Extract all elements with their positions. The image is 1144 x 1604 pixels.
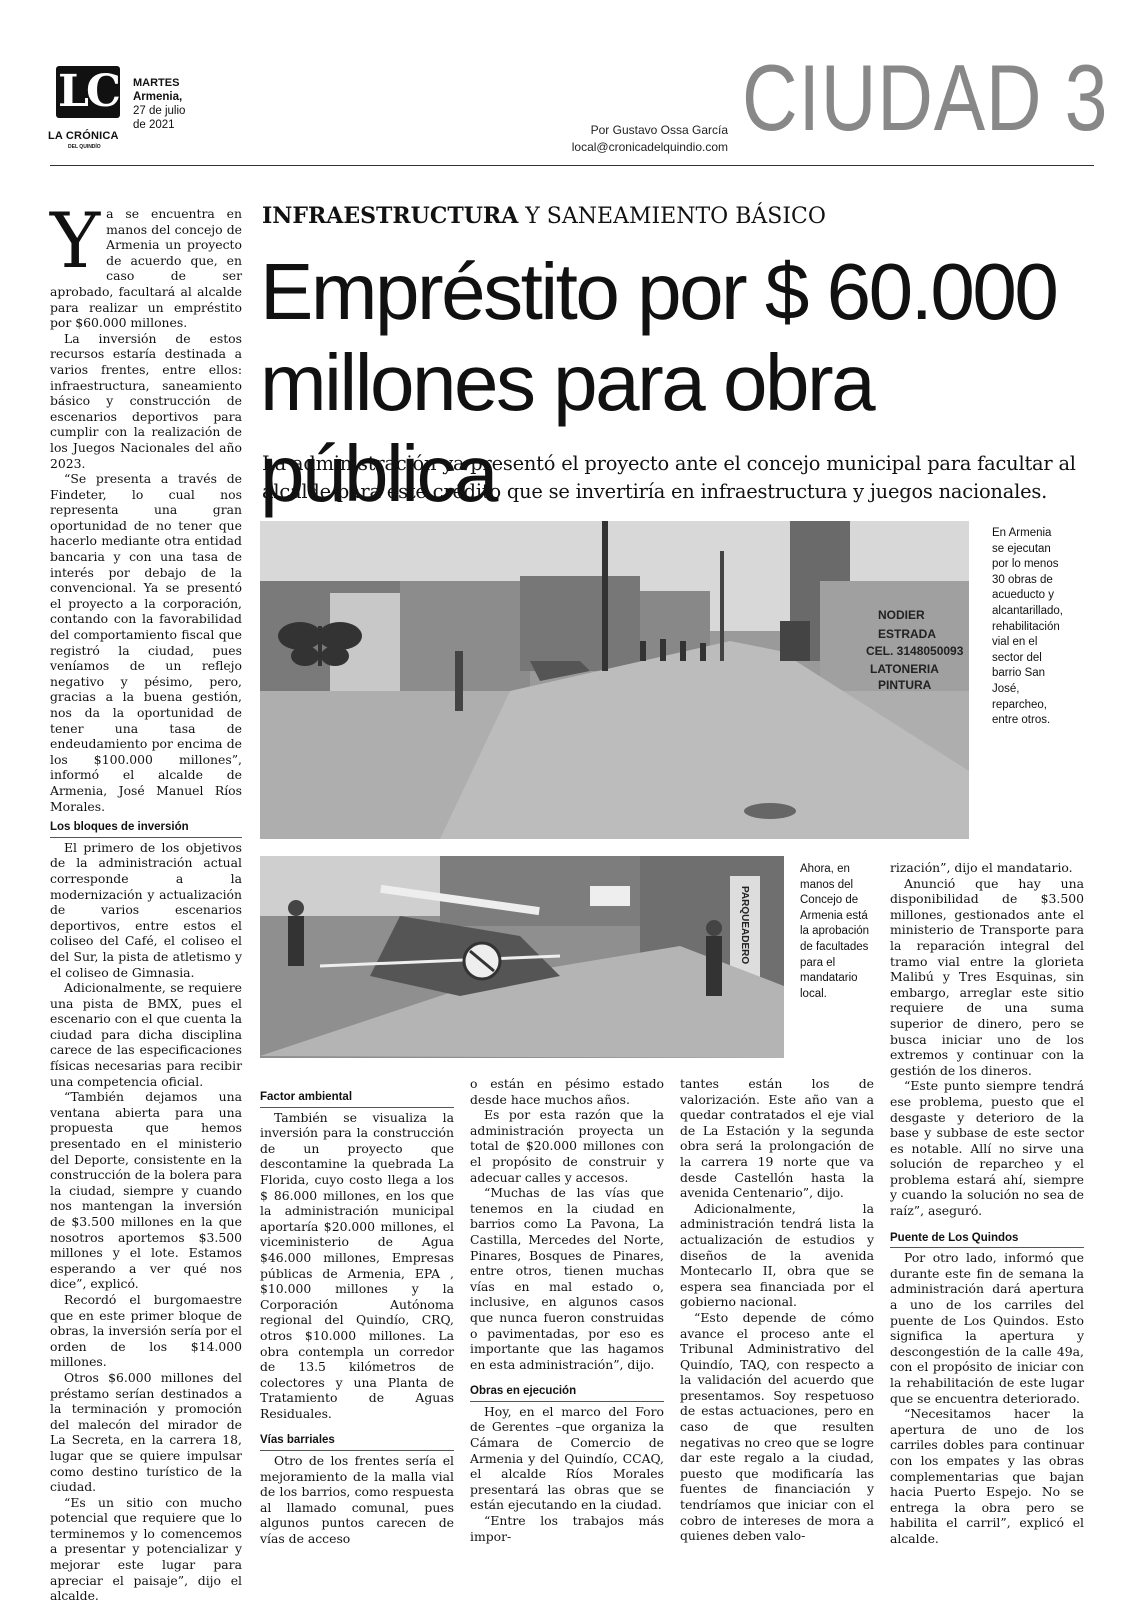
sign1-line5: PINTURA	[878, 678, 932, 692]
city: Armenia,	[133, 91, 183, 103]
masthead-divider	[50, 165, 1094, 166]
col4-para1: tantes están los de valorización. Este año van a quedar contratados el eje vial de La Estación y la segunda obra será la prolongación de la carrera 19 norte que va desde Castellón hasta la avenida Centenario”, dijo.	[680, 1076, 874, 1201]
photo-street-illustration	[260, 521, 969, 839]
sign2-text: PARQUEADERO	[739, 886, 750, 965]
col5-para5: “Necesitamos hacer la apertura de uno de los carriles dobles para continuar con los empates y las obras complementarias que bajan hacia Puerto Espejo. No se entrega la obra pero se habilita el carril”, explicó el alcalde.	[890, 1406, 1084, 1546]
author-name: Por Gustavo Ossa García	[590, 123, 728, 137]
logo-name: LA CRÓNICA	[48, 130, 119, 142]
col1-para5: Adicionalmente, se requiere una pista de BMX, pues el escenario con el que cuenta la ciudad para dicha disciplina carece de las especificaciones físicas necesarias para recibir una competencia oficial.	[50, 980, 242, 1089]
column-5	[890, 860, 1084, 1547]
col1-para7: Recordó el burgomaestre que en este primer bloque de obras, la inversión sería por el orden de los $14.000 millones.	[50, 1291, 242, 1370]
newspaper-logo: LC	[56, 66, 120, 118]
col1-para4: El primero de los objetivos de la administración actual corresponde a la modernización y actualización de varios escenarios deportivos, entre estos el coliseo del Café, el coliseo el del Sur, la pista de atletismo y el coliseo de Gimnasia.	[50, 839, 242, 980]
col1-para3: “Se presenta a través de Findeter, lo cual nos representa una gran oportunidad de no tener que hacerlo mediante otra entidad bancaria y con una tasa de interés por debajo de la convencional. Ya se presentó el proyecto a la corporación, contando con la favorabilidad del comportamiento fiscal que registró la ciudad, pues veníamos de un reflejo negativo y pésimo, pero, gracias a la buena gestión, nos da la oportunidad de tener una tasa de endeudamiento por encima de los $100.000 millones”, informó el alcalde de Armenia, José Manuel Ríos Morales.	[50, 471, 242, 814]
deck: La administración ya presentó el proyecto ante el concejo municipal para facultar al alcalde para este crédito que se invertiría en infraestructura y juegos nacionales.	[262, 452, 1076, 503]
sign1-line3: CEL. 3148050093	[866, 644, 964, 658]
column-4	[680, 1076, 874, 1544]
col3-para3: “Muchas de las vías que tenemos en la ciudad en barrios como La Pavona, La Castilla, Mercedes del Norte, Pinares, Bosques de Pinares, entre otros, tienen muchas vías en mal estado o, inclusive, en algunos casos que nunca fueron construidas o pavimentadas, por eso es importante que las hagamos en esta administración”, dijo.	[470, 1185, 664, 1372]
column-1	[50, 196, 242, 1604]
weekday: MARTES	[133, 77, 180, 89]
col5-para1: rización”, dijo el mandatario.	[890, 860, 1073, 875]
photo-barrier-illustration	[260, 856, 784, 1058]
logo-subtitle: DEL QUINDÍO	[68, 144, 101, 150]
col5-para2: Anunció que hay una disponibilidad de $3.500 millones, gestionados ante el ministerio de Transporte para la reparación integral del tramo vial entre la glorieta Malibú y Tres Esquinas, sin embargo, arreglar este sitio requiere de una suma superior de dinero, pero se busca iniciar uno de los extremos y continuar con la gestión de los dineros.	[890, 875, 1084, 1078]
col2-para2: Otro de los frentes sería el mejoramiento de la malla vial de los barrios, como respuesta al llamado comunal, pues algunos puntos carecen de vías de acceso	[260, 1453, 454, 1547]
col3-para5: “Entre los trabajos más impor-	[470, 1513, 664, 1544]
photo1-caption: En Armenia se ejecutan por lo menos 30 obras de acueducto y alcantarillado, rehabilitación vial en el sector del barrio San José, reparcheo, entre otros.	[992, 527, 1063, 727]
col5-subhead: Puente de Los Quindos	[890, 1231, 1084, 1249]
col3-subhead: Obras en ejecución	[470, 1384, 664, 1402]
sign1-line4: LATONERIA	[870, 662, 939, 676]
date-line1: 27 de julio	[133, 105, 186, 117]
col4-para3: “Esto depende de cómo avance el proceso ante el Tribunal Administrativo del Quindío, TAQ, con respecto a la validación del acuerdo que presentamos. Soy respetuoso de estas actuaciones, pero en caso de que resulten negativas no creo que se logre dar este regalo a la ciudad, puesto que modificaría las fuentes de financiación y tendríamos que iniciar con el cobro de intereses de mora a quienes deben valo-	[680, 1309, 874, 1544]
photo-works-barrier	[260, 856, 784, 1058]
col5-para3: “Este punto siempre tendrá ese problema, puesto que el desgaste y deterioro de la base y subbase de este sector es notable. Allí no sirve una solución de reparcheo y el problema estará ahí, siempre y cuando la solución no sea de raíz”, aseguró.	[890, 1078, 1084, 1219]
column-3	[470, 1076, 664, 1544]
col3-para2: Es por esta razón que la administración proyecta un total de $20.000 millones con el propósito de construir y adecuar calles y accesos.	[470, 1107, 664, 1185]
date-line2: de 2021	[133, 119, 175, 131]
col1-para6: “También dejamos una ventana abierta para una propuesta que hemos presentado en el ministerio del Deporte, consistente en la construcción de la bolera para la ciudad, siempre y cuando nos mantengan la inversión de $3.500 millones en la que nosotros aportemos $3.500 millones y el lote. Estamos esperando a ver qué nos dice”, explicó.	[50, 1089, 242, 1292]
author-email: local@cronicadelquindio.com	[571, 140, 728, 154]
col3-para1: o están en pésimo estado desde hace muchos años.	[470, 1076, 664, 1107]
col5-para4: Por otro lado, informó que durante este fin de semana la administración dará apertura a uno de los carriles del puente de Los Quindos. Esto significa la apertura y descongestión de la calle 49a, con el propósito de iniciar con la rehabilitación de este lugar que se encuentra deteriorado.	[890, 1250, 1084, 1406]
sign1-line1: NODIER	[878, 608, 925, 622]
kicker-rest: Y SANEAMIENTO BÁSICO	[518, 204, 826, 229]
date-block	[133, 76, 185, 132]
column-2	[260, 1090, 454, 1547]
sign1-line2: ESTRADA	[878, 627, 937, 641]
headline-line2: millones para obra pública	[260, 338, 874, 518]
photo2-caption: Ahora, en manos del Concejo de Armenia está la aprobación de facultades para el mandatario local.	[800, 863, 870, 1000]
col1-para8: Otros $6.000 millones del préstamo serían destinados a la terminación y promoción del malecón del mirador de La Secreta, en la carrera 18, lugar que se quiere impulsar como destino turístico de la ciudad.	[50, 1369, 242, 1495]
byline	[560, 122, 728, 156]
dropcap: Y	[50, 196, 101, 285]
section-title: CIUDAD 3	[742, 45, 1109, 150]
kicker-bold: INFRAESTRUCTURA	[262, 203, 519, 229]
col1-para9: “Es un sitio con mucho potencial que requiere que lo terminemos y lo comencemos a presentar y potencializar y mejorar este lugar para apreciar el paisaje”, dijo el alcalde.	[50, 1494, 242, 1604]
kicker	[262, 203, 826, 229]
photo-street-works	[260, 521, 969, 839]
headline-line1: Empréstito por $ 60.000	[260, 247, 1057, 336]
col2-subhead1: Factor ambiental	[260, 1090, 454, 1108]
col4-para2: Adicionalmente, la administración tendrá lista la actualización de estudios y diseños de la avenida Montecarlo II, obra que se espera sea financiada por el gobierno nacional.	[680, 1200, 874, 1310]
col1-subhead: Los bloques de inversión	[50, 820, 242, 838]
col1-para2: La inversión de estos recursos estaría destinada a varios frentes, entre ellos: infraestructura, saneamiento básico y construcción de escenarios deportivos para cumplir con la realización de los Juegos Nacionales del año 2023.	[50, 330, 242, 471]
col3-para4: Hoy, en el marco del Foro de Gerentes –que organiza la Cámara de Comercio de Armenia y del Quindío, CCAQ, el alcalde Ríos Morales presentará las obras que se están ejecutando en la ciudad.	[470, 1403, 664, 1513]
col2-subhead2: Vías barriales	[260, 1433, 454, 1451]
col2-para1: También se visualiza la inversión para la construcción de un proyecto que descontamine la quebrada La Florida, cuyo costo llega a los $ 86.000 millones, en los que la administración municipal aportaría $20.000 millones, el viceministerio de Agua $46.000 millones, Empresas públicas de Armenia, EPA , $10.000 millones y la Corporación Autónoma regional del Quindío, CRQ, otros $10.000 millones. La obra contempla un corredor de 13.5 kilómetros de colectores y una Planta de Tratamiento de Aguas Residuales.	[260, 1109, 454, 1421]
col1-para1-text: a se encuentra en manos del concejo de Armenia un proyecto de acuerdo que, en caso de ser aprobado, facultará al alcalde para realizar un empréstito por $60.000 millones.	[50, 206, 242, 331]
col1-para1	[50, 196, 242, 331]
